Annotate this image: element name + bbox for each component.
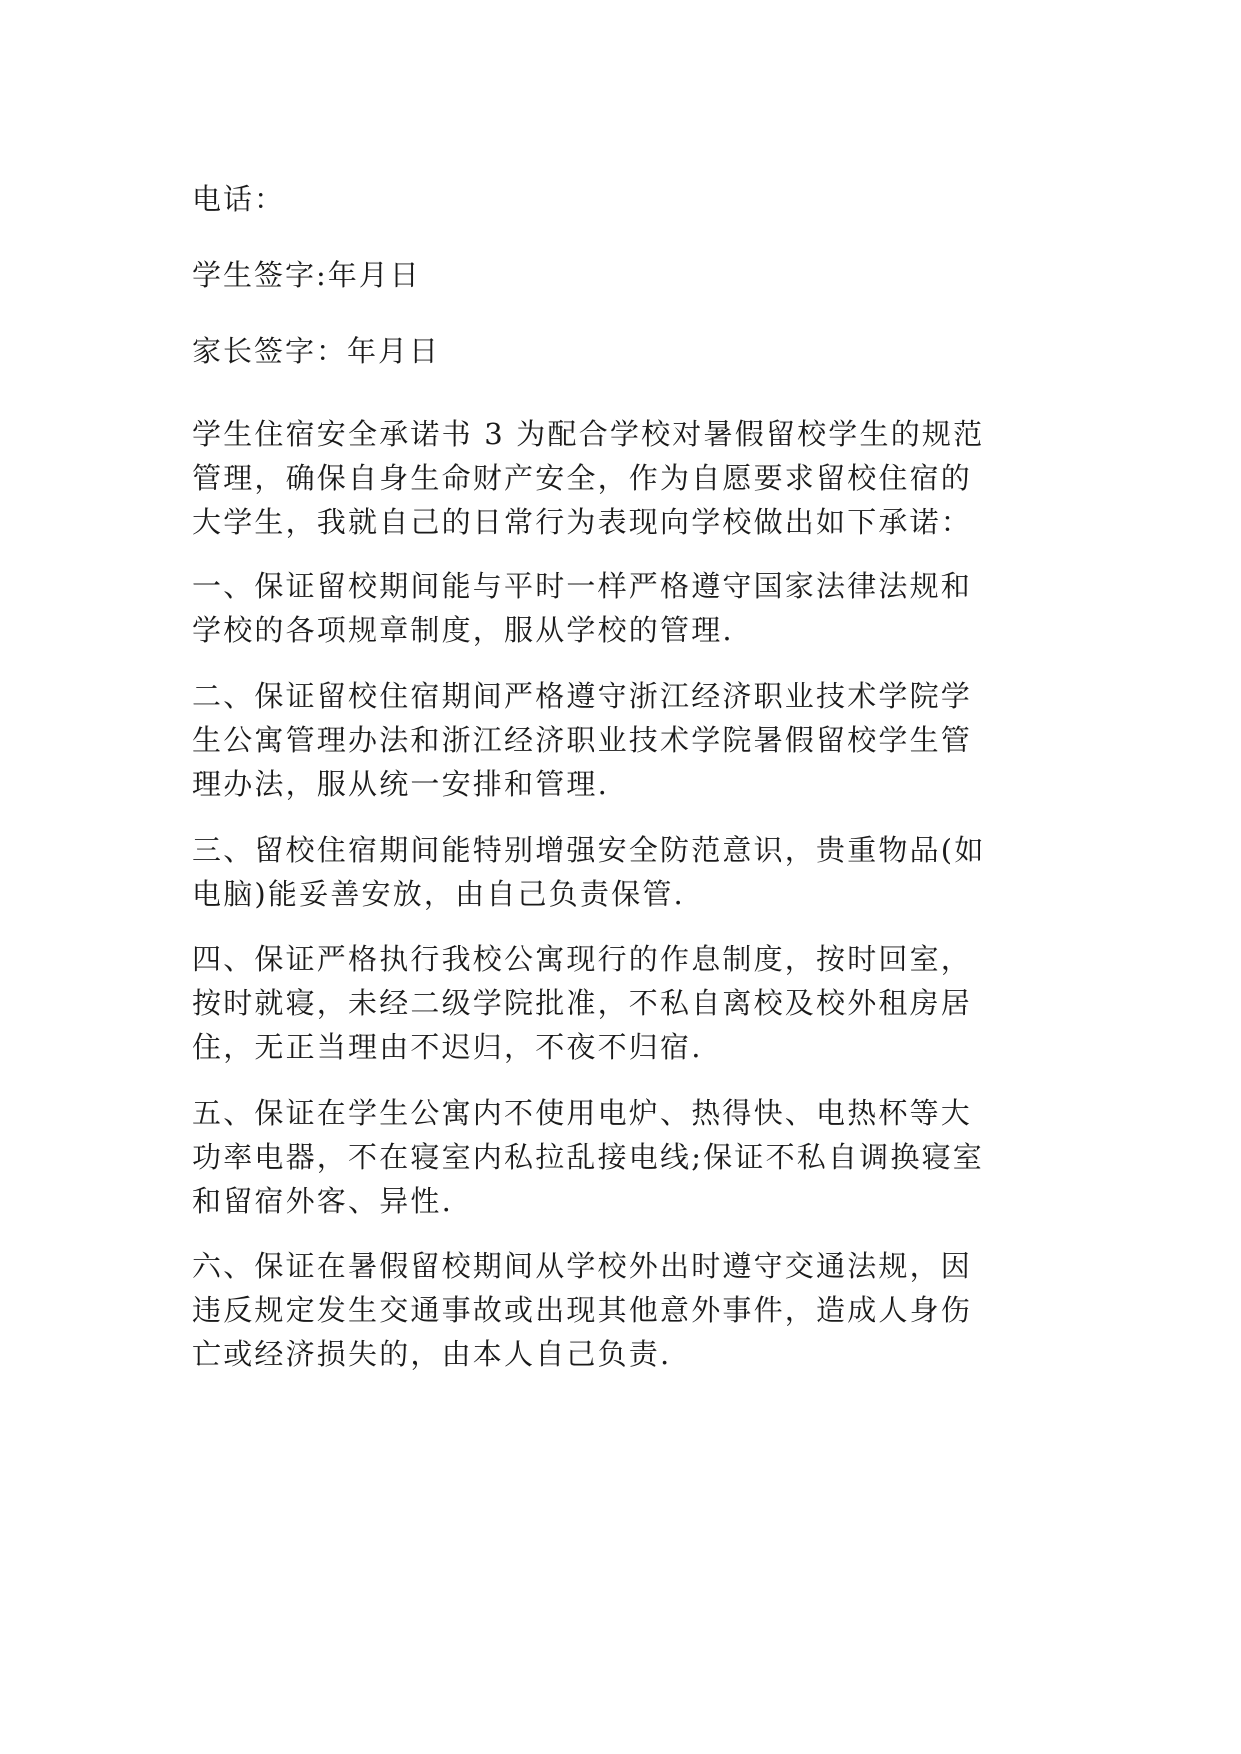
parent-signature-field: 家长签字：年月日 bbox=[192, 334, 441, 368]
paragraph-line: 电脑)能妥善安放，由自己负责保管. bbox=[192, 877, 685, 911]
paragraph-line: 学生住宿安全承诺书 3 为配合学校对暑假留校学生的规范 bbox=[192, 417, 985, 451]
paragraph-item-5 bbox=[192, 1091, 1052, 1223]
document-page bbox=[192, 0, 1052, 1754]
paragraph-line: 按时就寝，未经二级学院批准，不私自离校及校外租房居 bbox=[192, 986, 973, 1020]
paragraph-item-6 bbox=[192, 1244, 1052, 1376]
paragraph-item-4 bbox=[192, 937, 1052, 1069]
paragraph-line: 一、保证留校期间能与平时一样严格遵守国家法律法规和 bbox=[192, 569, 973, 603]
paragraph-line: 五、保证在学生公寓内不使用电炉、热得快、电热杯等大 bbox=[192, 1096, 973, 1130]
paragraph-line: 和留宿外客、异性. bbox=[192, 1184, 454, 1218]
paragraph-item-1 bbox=[192, 564, 1052, 652]
paragraph-line: 理办法，服从统一安排和管理. bbox=[192, 767, 610, 801]
paragraph-line: 学校的各项规章制度，服从学校的管理. bbox=[192, 613, 734, 647]
paragraph-line: 四、保证严格执行我校公寓现行的作息制度，按时回室， bbox=[192, 942, 973, 976]
paragraph-line: 大学生，我就自己的日常行为表现向学校做出如下承诺： bbox=[192, 505, 973, 539]
paragraph-line: 亡或经济损失的，由本人自己负责. bbox=[192, 1337, 672, 1371]
paragraph-line: 住，无正当理由不迟归，不夜不归宿. bbox=[192, 1030, 703, 1064]
paragraph-line: 功率电器，不在寝室内私拉乱接电线;保证不私自调换寝室 bbox=[192, 1140, 984, 1174]
paragraph-line: 三、留校住宿期间能特别增强安全防范意识，贵重物品(如 bbox=[192, 833, 986, 867]
paragraph-intro bbox=[192, 412, 1052, 544]
paragraph-item-3 bbox=[192, 828, 1052, 916]
paragraph-line: 二、保证留校住宿期间严格遵守浙江经济职业技术学院学 bbox=[192, 679, 973, 713]
paragraph-line: 违反规定发生交通事故或出现其他意外事件，造成人身伤 bbox=[192, 1293, 973, 1327]
paragraph-line: 生公寓管理办法和浙江经济职业技术学院暑假留校学生管 bbox=[192, 723, 973, 757]
paragraph-item-2 bbox=[192, 674, 1052, 806]
student-signature-field: 学生签字:年月日 bbox=[192, 258, 421, 292]
paragraph-line: 六、保证在暑假留校期间从学校外出时遵守交通法规，因 bbox=[192, 1249, 973, 1283]
paragraph-line: 管理，确保自身生命财产安全，作为自愿要求留校住宿的 bbox=[192, 461, 973, 495]
phone-field: 电话： bbox=[192, 182, 286, 216]
